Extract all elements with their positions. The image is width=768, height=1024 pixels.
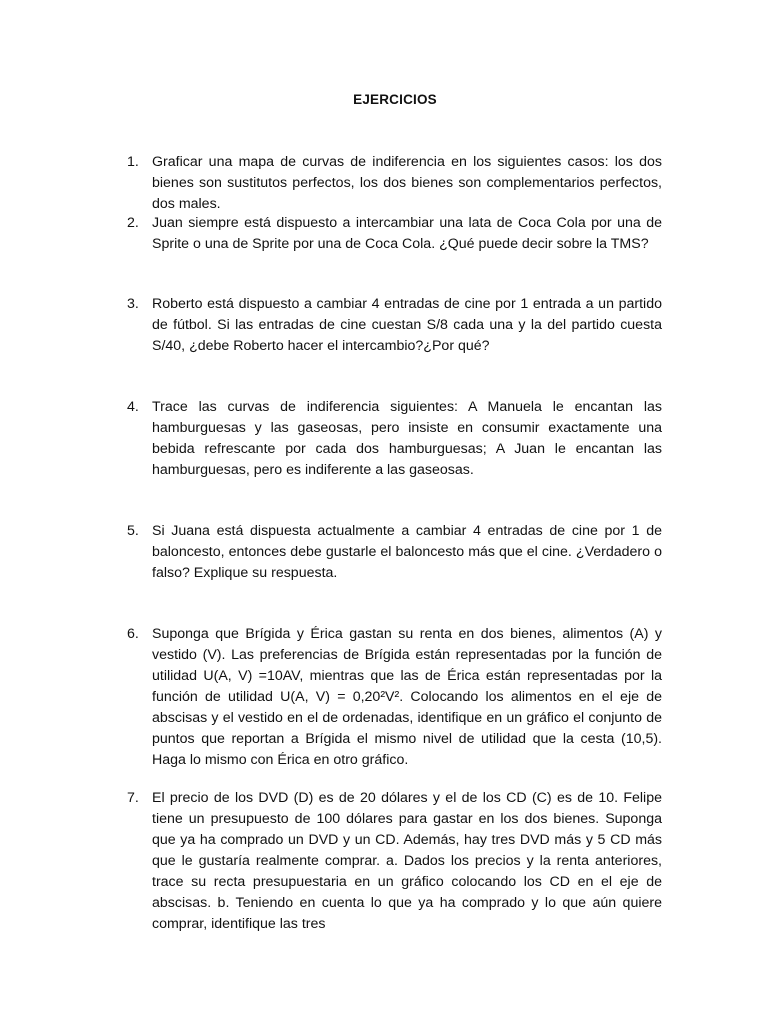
exercise-number: 1. [127, 154, 139, 170]
exercise-number: 2. [127, 215, 139, 231]
exercise-text: Roberto está dispuesto a cambiar 4 entradas de cine por 1 entrada a un partido de fútbol. Si las entradas de cine cuestan S/8 cada una y la del partido cuesta S/40, ¿debe Roberto hacer el intercambio?¿Por qué? [152, 296, 662, 354]
exercise-number: 4. [127, 399, 139, 415]
exercise-item-2 [127, 213, 662, 255]
exercise-item-1 [127, 152, 662, 215]
exercise-number: 3. [127, 296, 139, 312]
exercise-item-5 [127, 521, 662, 584]
exercise-text: Graficar una mapa de curvas de indiferencia en los siguientes casos: los dos bienes son sustitutos perfectos, los dos bienes son complementarios perfectos, dos males. [152, 154, 662, 212]
exercise-item-4 [127, 397, 662, 481]
page-title: EJERCICIOS [353, 92, 437, 107]
exercise-number: 7. [127, 790, 139, 806]
exercise-item-7 [127, 788, 662, 935]
exercise-text: Suponga que Brígida y Érica gastan su renta en dos bienes, alimentos (A) y vestido (V). Las preferencias de Brígida están representadas por la función de utilidad U(A, V) =10AV, mientras que las de Érica están representadas por la función de utilidad U(A, V) = 0,20²V². Colocando los alimentos en el eje de abscisas y el vestido en el de ordenadas, identifique en un gráfico el conjunto de puntos que reportan a Brígida el mismo nivel de utilidad que la cesta (10,5). Haga lo mismo con Érica en otro gráfico. [152, 626, 662, 768]
exercise-item-3 [127, 294, 662, 357]
exercise-number: 6. [127, 626, 139, 642]
exercise-text: Si Juana está dispuesta actualmente a cambiar 4 entradas de cine por 1 de baloncesto, entonces debe gustarle el baloncesto más que el cine. ¿Verdadero o falso? Explique su respuesta. [152, 523, 662, 581]
exercise-text: Juan siempre está dispuesto a intercambiar una lata de Coca Cola por una de Sprite o una de Sprite por una de Coca Cola. ¿Qué puede decir sobre la TMS? [152, 215, 662, 252]
exercise-number: 5. [127, 523, 139, 539]
exercise-text: Trace las curvas de indiferencia siguientes: A Manuela le encantan las hamburguesas y las gaseosas, pero insiste en consumir exactamente una bebida refrescante por cada dos hamburguesas; A Juan le encantan las hamburguesas, pero es indiferente a las gaseosas. [152, 399, 662, 478]
exercise-text: El precio de los DVD (D) es de 20 dólares y el de los CD (C) es de 10. Felipe tiene un presupuesto de 100 dólares para gastar en los dos bienes. Suponga que ya ha comprado un DVD y un CD. Además, hay tres DVD más y 5 CD más que le gustaría realmente comprar. a. Dados los precios y la renta anteriores, trace su recta presupuestaria en un gráfico colocando los CD en el eje de abscisas. b. Teniendo en cuenta lo que ya ha comprado y lo que aún quiere comprar, identifique las tres [152, 790, 662, 932]
exercise-item-6 [127, 624, 662, 771]
